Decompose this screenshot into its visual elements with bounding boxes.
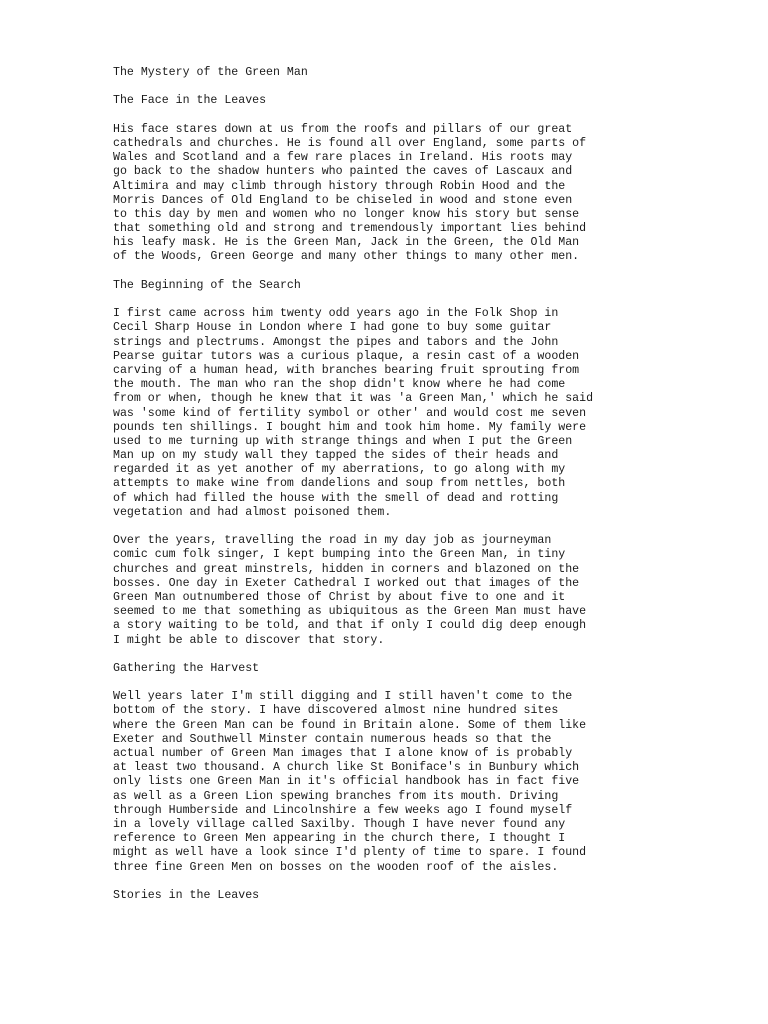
paragraph-gathering-harvest <box>113 690 733 874</box>
document-page <box>113 66 733 903</box>
blank-line <box>113 648 733 662</box>
blank-line <box>113 109 733 123</box>
text-line: Green Man outnumbered those of Christ by about five to one and it <box>113 590 566 604</box>
text-line: carving of a human head, with branches bearing fruit sprouting from <box>113 363 580 377</box>
text-line: Over the years, travelling the road in my day job as journeyman <box>113 534 552 548</box>
text-line: His face stares down at us from the roofs and pillars of our great <box>113 122 573 136</box>
text-line: Pearse guitar tutors was a curious plaque, a resin cast of a wooden <box>113 349 580 363</box>
text-line: Altimira and may climb through history through Robin Hood and the <box>113 179 566 193</box>
text-line: where the Green Man can be found in Britain alone. Some of them like <box>113 718 587 732</box>
paragraph-folk-shop <box>113 307 733 520</box>
paragraph-over-the-years <box>113 534 733 648</box>
text-line: used to me turning up with strange things and when I put the Green <box>113 434 573 448</box>
text-line: his leafy mask. He is the Green Man, Jack in the Green, the Old Man <box>113 236 580 250</box>
text-line: cathedrals and churches. He is found all over England, some parts of <box>113 136 587 150</box>
text-line: of which had filled the house with the smell of dead and rotting <box>113 491 559 505</box>
text-line: Wales and Scotland and a few rare places in Ireland. His roots may <box>113 151 573 165</box>
text-line: a story waiting to be told, and that if only I could dig deep enough <box>113 619 587 633</box>
text-line: Well years later I'm still digging and I still haven't come to the <box>113 690 573 704</box>
text-line: Exeter and Southwell Minster contain numerous heads so that the <box>113 732 552 746</box>
section-heading-face-in-leaves: The Face in the Leaves <box>113 94 267 108</box>
text-line: Morris Dances of Old England to be chiseled in wood and stone even <box>113 193 573 207</box>
text-line: I first came across him twenty odd years ago in the Folk Shop in <box>113 307 559 321</box>
section-heading-beginning-of-search: The Beginning of the Search <box>113 278 301 292</box>
text-line: in a lovely village called Saxilby. Though I have never found any <box>113 817 566 831</box>
text-line: from or when, though he knew that it was 'a Green Man,' which he said <box>113 392 594 406</box>
text-line: might as well have a look since I'd plenty of time to spare. I found <box>113 846 587 860</box>
text-line: as well as a Green Lion spewing branches from its mouth. Driving <box>113 789 559 803</box>
text-line: attempts to make wine from dandelions and soup from nettles, both <box>113 477 566 491</box>
text-line: I might be able to discover that story. <box>113 633 385 647</box>
blank-line <box>113 293 733 307</box>
text-line: churches and great minstrels, hidden in corners and blazoned on the <box>113 562 580 576</box>
blank-line <box>113 676 733 690</box>
text-line: vegetation and had almost poisoned them. <box>113 505 392 519</box>
document-title: The Mystery of the Green Man <box>113 66 308 79</box>
text-line: strings and plectrums. Amongst the pipes and tabors and the John <box>113 335 559 349</box>
blank-line <box>113 80 733 94</box>
paragraph-face-in-leaves <box>113 123 733 265</box>
text-line: the mouth. The man who ran the shop didn't know where he had come <box>113 378 566 392</box>
text-line: was 'some kind of fertility symbol or other' and would cost me seven <box>113 406 587 420</box>
section-heading-gathering-harvest: Gathering the Harvest <box>113 661 260 675</box>
text-line: of the Woods, Green George and many other things to many other men. <box>113 250 580 264</box>
text-line: pounds ten shillings. I bought him and took him home. My family were <box>113 420 587 434</box>
text-line: to this day by men and women who no longer know his story but sense <box>113 207 580 221</box>
section-heading-stories-in-leaves: Stories in the Leaves <box>113 888 260 902</box>
text-line: only lists one Green Man in it's official handbook has in fact five <box>113 775 580 789</box>
text-line: that something old and strong and tremendously important lies behind <box>113 222 587 236</box>
text-line: bottom of the story. I have discovered almost nine hundred sites <box>113 704 559 718</box>
text-line: actual number of Green Man images that I alone know of is probably <box>113 747 573 760</box>
text-line: three fine Green Men on bosses on the wooden roof of the aisles. <box>113 860 559 874</box>
blank-line <box>113 875 733 889</box>
text-line: go back to the shadow hunters who painted the caves of Lascaux and <box>113 165 573 179</box>
text-line: bosses. One day in Exeter Cathedral I worked out that images of the <box>113 576 580 590</box>
blank-line <box>113 520 733 534</box>
text-line: through Humberside and Lincolnshire a few weeks ago I found myself <box>113 803 573 817</box>
text-line: comic cum folk singer, I kept bumping into the Green Man, in tiny <box>113 548 566 562</box>
blank-line <box>113 265 733 279</box>
text-line: reference to Green Men appearing in the church there, I thought I <box>113 832 566 846</box>
text-line: seemed to me that something as ubiquitous as the Green Man must have <box>113 605 587 619</box>
text-line: Cecil Sharp House in London where I had gone to buy some guitar <box>113 321 552 335</box>
text-line: Man up on my study wall they tapped the sides of their heads and <box>113 449 559 463</box>
text-line: regarded it as yet another of my aberrations, to go along with my <box>113 463 566 477</box>
text-line: at least two thousand. A church like St Boniface's in Bunbury which <box>113 761 580 775</box>
